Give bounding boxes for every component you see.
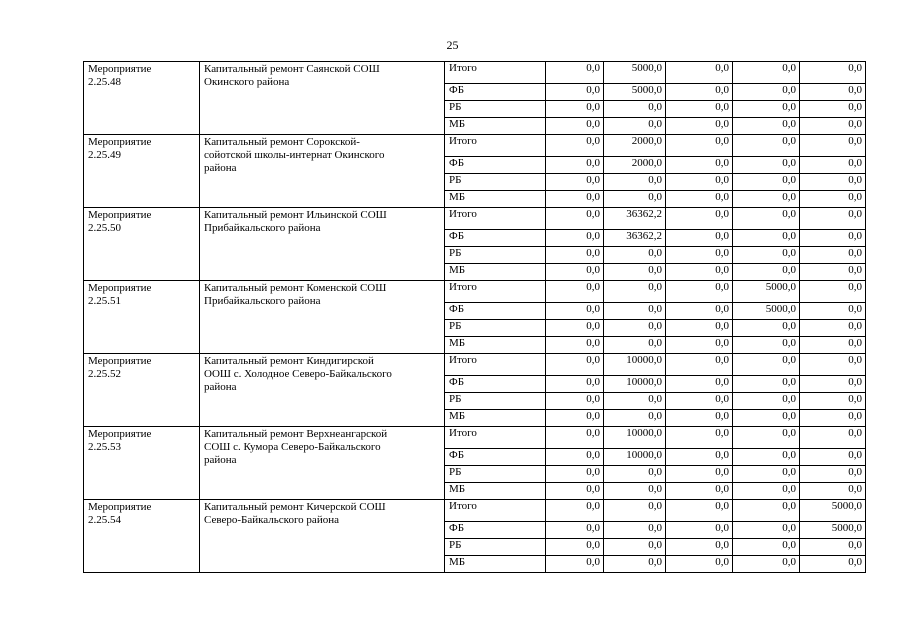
amount-cell: 0,0 xyxy=(546,376,604,393)
amount-cell: 0,0 xyxy=(666,191,733,208)
amount-cell: 0,0 xyxy=(733,522,800,539)
amount-cell: 0,0 xyxy=(604,303,666,320)
measure-cell xyxy=(84,354,200,427)
amount-cell: 0,0 xyxy=(800,337,866,354)
amount-cell: 2000,0 xyxy=(604,135,666,157)
amount-cell: 0,0 xyxy=(604,174,666,191)
amount-cell: 0,0 xyxy=(604,320,666,337)
activity-name-cell xyxy=(200,281,445,354)
activity-name-text: района xyxy=(204,454,237,466)
page-number: 25 xyxy=(446,38,459,52)
funding-source-cell: МБ xyxy=(445,410,546,427)
amount-cell: 0,0 xyxy=(666,410,733,427)
activity-name-text: Прибайкальского района xyxy=(204,222,321,234)
amount-cell: 0,0 xyxy=(546,247,604,264)
funding-source-cell: ФБ xyxy=(445,230,546,247)
amount-cell: 0,0 xyxy=(800,281,866,303)
amount-cell: 0,0 xyxy=(800,101,866,118)
amount-cell: 0,0 xyxy=(604,264,666,281)
amount-cell: 0,0 xyxy=(666,157,733,174)
amount-cell: 0,0 xyxy=(604,410,666,427)
funding-source-cell: РБ xyxy=(445,320,546,337)
amount-cell: 0,0 xyxy=(800,556,866,573)
activity-name-text: Капитальный ремонт Саянской СОШ xyxy=(204,63,380,75)
amount-cell: 0,0 xyxy=(733,118,800,135)
activity-name-text: Капитальный ремонт Киндигирской xyxy=(204,355,374,367)
amount-cell: 0,0 xyxy=(604,483,666,500)
funding-source-cell: РБ xyxy=(445,101,546,118)
table-row xyxy=(84,208,866,230)
amount-cell: 0,0 xyxy=(666,522,733,539)
activity-name-text: района xyxy=(204,381,237,393)
amount-cell: 0,0 xyxy=(733,466,800,483)
amount-cell: 0,0 xyxy=(800,393,866,410)
amount-cell: 0,0 xyxy=(666,449,733,466)
amount-cell: 0,0 xyxy=(666,101,733,118)
amount-cell: 0,0 xyxy=(800,84,866,101)
funding-source-cell: РБ xyxy=(445,539,546,556)
funding-source-cell: Итого xyxy=(445,208,546,230)
amount-cell: 0,0 xyxy=(546,264,604,281)
amount-cell: 0,0 xyxy=(800,62,866,84)
amount-cell: 36362,2 xyxy=(604,208,666,230)
amount-cell: 0,0 xyxy=(666,264,733,281)
activity-name-cell xyxy=(200,427,445,500)
amount-cell: 0,0 xyxy=(733,191,800,208)
amount-cell: 0,0 xyxy=(800,118,866,135)
amount-cell: 0,0 xyxy=(666,393,733,410)
amount-cell: 36362,2 xyxy=(604,230,666,247)
amount-cell: 0,0 xyxy=(733,410,800,427)
measure-text: 2.25.49 xyxy=(88,149,121,161)
amount-cell: 0,0 xyxy=(666,230,733,247)
funding-source-cell: ФБ xyxy=(445,376,546,393)
activity-name-text: района xyxy=(204,162,237,174)
activity-name-text: Капитальный ремонт Кичерской СОШ xyxy=(204,501,386,513)
amount-cell: 0,0 xyxy=(604,522,666,539)
amount-cell: 0,0 xyxy=(666,427,733,449)
amount-cell: 0,0 xyxy=(604,500,666,522)
amount-cell: 0,0 xyxy=(800,320,866,337)
funding-source-cell: МБ xyxy=(445,556,546,573)
amount-cell: 0,0 xyxy=(666,135,733,157)
amount-cell: 0,0 xyxy=(546,62,604,84)
table-row xyxy=(84,427,866,449)
activity-name-text: Окинского района xyxy=(204,76,290,88)
table-row xyxy=(84,135,866,157)
amount-cell: 0,0 xyxy=(666,84,733,101)
amount-cell: 10000,0 xyxy=(604,354,666,376)
funding-source-cell: МБ xyxy=(445,191,546,208)
table-row xyxy=(84,500,866,522)
amount-cell: 0,0 xyxy=(604,556,666,573)
amount-cell: 0,0 xyxy=(604,466,666,483)
amount-cell: 0,0 xyxy=(546,84,604,101)
amount-cell: 0,0 xyxy=(733,539,800,556)
amount-cell: 0,0 xyxy=(733,174,800,191)
amount-cell: 0,0 xyxy=(800,157,866,174)
amount-cell: 0,0 xyxy=(733,230,800,247)
amount-cell: 0,0 xyxy=(733,337,800,354)
amount-cell: 0,0 xyxy=(666,247,733,264)
amount-cell: 5000,0 xyxy=(604,62,666,84)
amount-cell: 0,0 xyxy=(546,135,604,157)
amount-cell: 0,0 xyxy=(800,354,866,376)
amount-cell: 0,0 xyxy=(733,101,800,118)
measure-text: 2.25.54 xyxy=(88,514,121,526)
amount-cell: 0,0 xyxy=(666,118,733,135)
amount-cell: 0,0 xyxy=(666,174,733,191)
amount-cell: 0,0 xyxy=(733,62,800,84)
amount-cell: 0,0 xyxy=(800,174,866,191)
amount-cell: 0,0 xyxy=(546,281,604,303)
amount-cell: 0,0 xyxy=(604,101,666,118)
amount-cell: 5000,0 xyxy=(800,522,866,539)
amount-cell: 0,0 xyxy=(666,320,733,337)
table-row xyxy=(84,354,866,376)
activity-name-text: Прибайкальского района xyxy=(204,295,321,307)
amount-cell: 0,0 xyxy=(733,208,800,230)
amount-cell: 0,0 xyxy=(546,230,604,247)
amount-cell: 0,0 xyxy=(800,449,866,466)
amount-cell: 0,0 xyxy=(733,449,800,466)
amount-cell: 0,0 xyxy=(800,230,866,247)
amount-cell: 0,0 xyxy=(800,247,866,264)
amount-cell: 10000,0 xyxy=(604,427,666,449)
activity-name-text: Капитальный ремонт Верхнеангарской xyxy=(204,428,388,440)
activity-name-cell xyxy=(200,62,445,135)
amount-cell: 0,0 xyxy=(666,500,733,522)
amount-cell: 0,0 xyxy=(800,483,866,500)
amount-cell: 2000,0 xyxy=(604,157,666,174)
amount-cell: 0,0 xyxy=(604,393,666,410)
amount-cell: 0,0 xyxy=(733,354,800,376)
amount-cell: 0,0 xyxy=(604,337,666,354)
measure-cell xyxy=(84,500,200,573)
amount-cell: 0,0 xyxy=(733,157,800,174)
measure-cell xyxy=(84,208,200,281)
activity-name-cell xyxy=(200,500,445,573)
activity-name-cell xyxy=(200,208,445,281)
activity-name-text: Капитальный ремонт Коменской СОШ xyxy=(204,282,387,294)
measure-text: Мероприятие xyxy=(88,428,152,440)
amount-cell: 5000,0 xyxy=(800,500,866,522)
amount-cell: 0,0 xyxy=(604,247,666,264)
amount-cell: 0,0 xyxy=(800,264,866,281)
amount-cell: 0,0 xyxy=(546,337,604,354)
measure-text: 2.25.50 xyxy=(88,222,121,234)
amount-cell: 0,0 xyxy=(666,337,733,354)
activity-name-text: сойотской школы-интернат Окинского xyxy=(204,149,385,161)
funding-source-cell: Итого xyxy=(445,354,546,376)
amount-cell: 0,0 xyxy=(666,556,733,573)
amount-cell: 0,0 xyxy=(546,427,604,449)
measure-cell xyxy=(84,281,200,354)
amount-cell: 0,0 xyxy=(546,208,604,230)
funding-source-cell: МБ xyxy=(445,337,546,354)
amount-cell: 0,0 xyxy=(733,264,800,281)
funding-source-cell: ФБ xyxy=(445,522,546,539)
amount-cell: 10000,0 xyxy=(604,376,666,393)
amount-cell: 0,0 xyxy=(733,483,800,500)
amount-cell: 0,0 xyxy=(800,191,866,208)
amount-cell: 0,0 xyxy=(733,247,800,264)
amount-cell: 0,0 xyxy=(546,539,604,556)
measure-text: 2.25.48 xyxy=(88,76,121,88)
measure-text: Мероприятие xyxy=(88,355,152,367)
funding-source-cell: МБ xyxy=(445,118,546,135)
amount-cell: 0,0 xyxy=(666,483,733,500)
amount-cell: 0,0 xyxy=(666,376,733,393)
measure-text: Мероприятие xyxy=(88,63,152,75)
activities-table xyxy=(83,61,866,573)
measure-text: Мероприятие xyxy=(88,501,152,513)
amount-cell: 0,0 xyxy=(604,281,666,303)
amount-cell: 0,0 xyxy=(800,208,866,230)
funding-source-cell: Итого xyxy=(445,135,546,157)
table-row xyxy=(84,281,866,303)
amount-cell: 0,0 xyxy=(546,500,604,522)
funding-source-cell: ФБ xyxy=(445,449,546,466)
amount-cell: 0,0 xyxy=(546,303,604,320)
amount-cell: 0,0 xyxy=(546,174,604,191)
measure-cell xyxy=(84,135,200,208)
amount-cell: 0,0 xyxy=(800,539,866,556)
amount-cell: 5000,0 xyxy=(733,281,800,303)
amount-cell: 10000,0 xyxy=(604,449,666,466)
table-row xyxy=(84,62,866,84)
funding-source-cell: ФБ xyxy=(445,84,546,101)
funding-source-cell: ФБ xyxy=(445,303,546,320)
amount-cell: 0,0 xyxy=(733,376,800,393)
amount-cell: 0,0 xyxy=(546,483,604,500)
funding-source-cell: РБ xyxy=(445,466,546,483)
amount-cell: 5000,0 xyxy=(733,303,800,320)
amount-cell: 0,0 xyxy=(546,466,604,483)
amount-cell: 0,0 xyxy=(546,410,604,427)
activity-name-text: Капитальный ремонт Ильинской СОШ xyxy=(204,209,387,221)
funding-source-cell: Итого xyxy=(445,281,546,303)
funding-source-cell: Итого xyxy=(445,500,546,522)
amount-cell: 0,0 xyxy=(800,427,866,449)
funding-source-cell: Итого xyxy=(445,62,546,84)
amount-cell: 0,0 xyxy=(733,556,800,573)
amount-cell: 0,0 xyxy=(733,393,800,410)
amount-cell: 0,0 xyxy=(604,191,666,208)
activity-name-text: Северо-Байкальского района xyxy=(204,514,339,526)
amount-cell: 0,0 xyxy=(546,320,604,337)
measure-text: 2.25.53 xyxy=(88,441,121,453)
amount-cell: 0,0 xyxy=(666,62,733,84)
amount-cell: 0,0 xyxy=(733,84,800,101)
measure-cell xyxy=(84,427,200,500)
measure-text: Мероприятие xyxy=(88,136,152,148)
amount-cell: 0,0 xyxy=(666,281,733,303)
funding-source-cell: ФБ xyxy=(445,157,546,174)
activity-name-cell xyxy=(200,354,445,427)
amount-cell: 0,0 xyxy=(800,135,866,157)
amount-cell: 0,0 xyxy=(546,522,604,539)
amount-cell: 0,0 xyxy=(733,500,800,522)
amount-cell: 0,0 xyxy=(546,556,604,573)
amount-cell: 0,0 xyxy=(546,449,604,466)
amount-cell: 0,0 xyxy=(800,466,866,483)
activity-name-cell xyxy=(200,135,445,208)
funding-source-cell: РБ xyxy=(445,247,546,264)
funding-source-cell: Итого xyxy=(445,427,546,449)
activity-name-text: ООШ с. Холодное Северо-Байкальского xyxy=(204,368,392,380)
amount-cell: 0,0 xyxy=(546,191,604,208)
table-body xyxy=(84,62,866,573)
activity-name-text: СОШ с. Кумора Северо-Байкальского xyxy=(204,441,381,453)
funding-source-cell: РБ xyxy=(445,393,546,410)
funding-source-cell: МБ xyxy=(445,264,546,281)
amount-cell: 0,0 xyxy=(800,303,866,320)
amount-cell: 0,0 xyxy=(604,539,666,556)
amount-cell: 0,0 xyxy=(546,157,604,174)
amount-cell: 0,0 xyxy=(546,354,604,376)
amount-cell: 0,0 xyxy=(546,393,604,410)
amount-cell: 0,0 xyxy=(666,466,733,483)
amount-cell: 0,0 xyxy=(546,101,604,118)
funding-source-cell: РБ xyxy=(445,174,546,191)
measure-cell xyxy=(84,62,200,135)
amount-cell: 0,0 xyxy=(733,320,800,337)
amount-cell: 0,0 xyxy=(666,303,733,320)
funding-source-cell: МБ xyxy=(445,483,546,500)
measure-text: Мероприятие xyxy=(88,209,152,221)
measure-text: 2.25.52 xyxy=(88,368,121,380)
amount-cell: 5000,0 xyxy=(604,84,666,101)
amount-cell: 0,0 xyxy=(733,427,800,449)
amount-cell: 0,0 xyxy=(546,118,604,135)
amount-cell: 0,0 xyxy=(800,410,866,427)
measure-text: 2.25.51 xyxy=(88,295,121,307)
amount-cell: 0,0 xyxy=(733,135,800,157)
amount-cell: 0,0 xyxy=(604,118,666,135)
amount-cell: 0,0 xyxy=(666,539,733,556)
amount-cell: 0,0 xyxy=(800,376,866,393)
measure-text: Мероприятие xyxy=(88,282,152,294)
activity-name-text: Капитальный ремонт Сорокской- xyxy=(204,136,360,148)
amount-cell: 0,0 xyxy=(666,208,733,230)
amount-cell: 0,0 xyxy=(666,354,733,376)
